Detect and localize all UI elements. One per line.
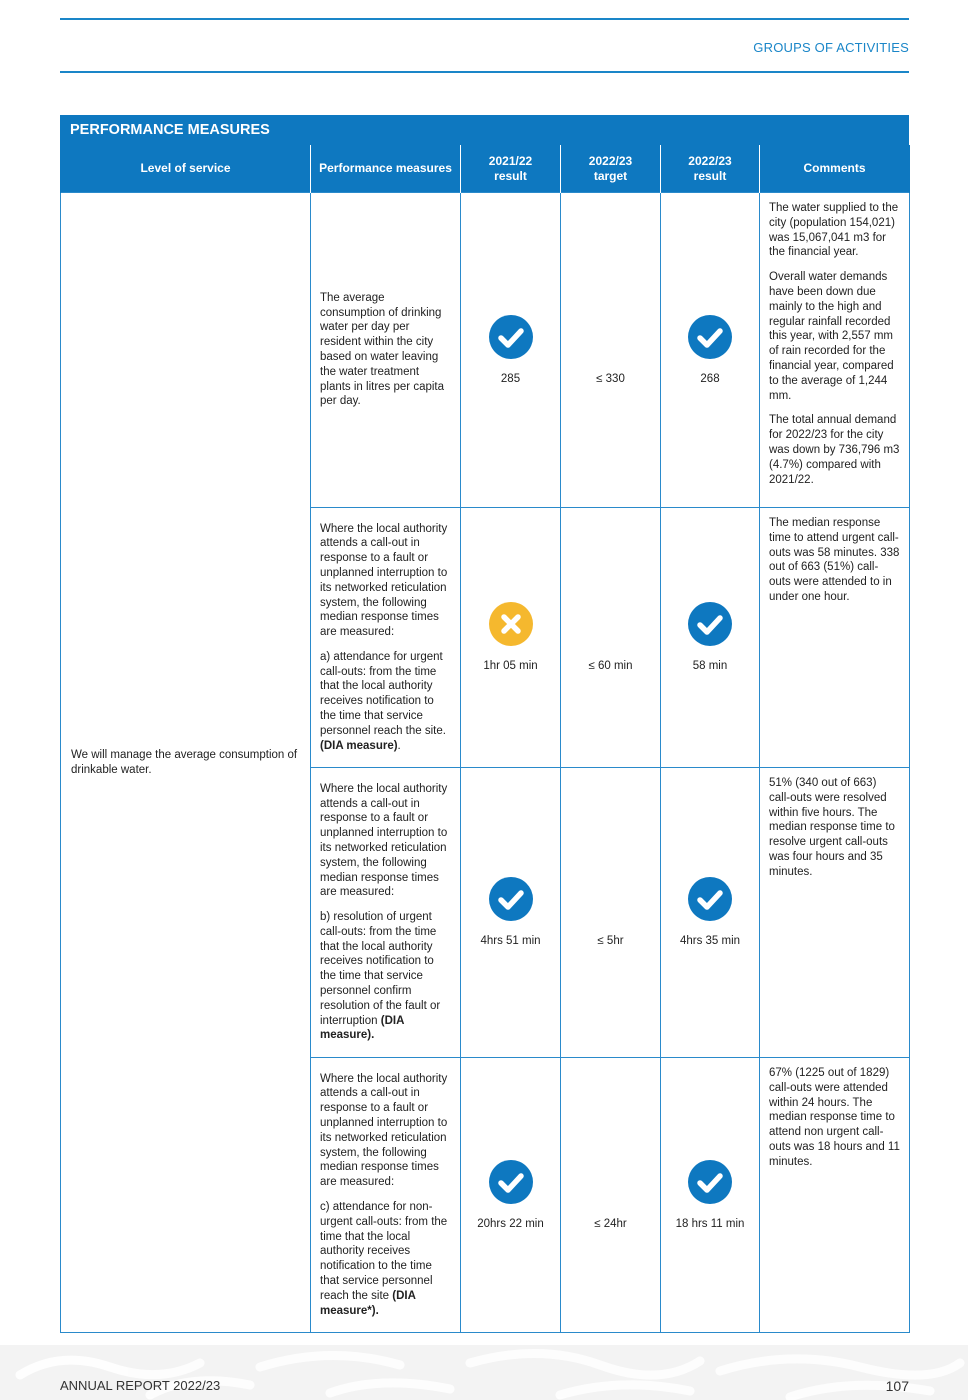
check-circle-icon xyxy=(687,601,733,647)
header-rule-top xyxy=(60,18,909,20)
target-2022-23-value: ≤ 60 min xyxy=(588,660,633,673)
performance-measure-cell xyxy=(311,1058,461,1333)
comments-cell xyxy=(760,508,910,768)
page-number: 107 xyxy=(885,1378,909,1394)
comment-paragraph: The median response time to attend urgent call-outs was 58 minutes. 338 out of 663 (51%) call-outs were attended to in under one hour. xyxy=(769,517,900,603)
table-row xyxy=(61,193,910,508)
check-circle-icon xyxy=(488,1159,534,1205)
result-2021-22-value: 4hrs 51 min xyxy=(480,935,541,948)
measure-detail-text: c) attendance for non-urgent call-outs: from the time that the local authority receives notification to the time that service personnel reach the site xyxy=(320,1201,448,1302)
measure-detail-tail: . xyxy=(397,739,401,752)
check-circle-icon xyxy=(488,876,534,922)
col-header-performance-measures: Performance measures xyxy=(311,145,461,193)
performance-measure-cell xyxy=(311,193,461,508)
result-2021-22-cell xyxy=(461,508,561,768)
performance-measure-cell xyxy=(311,508,461,768)
table-header-row xyxy=(61,145,910,193)
result-2021-22-cell xyxy=(461,1058,561,1333)
result-2022-23-value: 18 hrs 11 min xyxy=(675,1217,745,1230)
target-2022-23-cell xyxy=(561,508,661,768)
result-2022-23-value: 268 xyxy=(700,372,720,385)
performance-measure-cell xyxy=(311,768,461,1058)
result-2021-22-cell xyxy=(461,193,561,508)
result-2022-23-cell xyxy=(661,508,760,768)
level-of-service-cell xyxy=(61,193,311,1333)
measure-detail-text: b) resolution of urgent call-outs: from the time that the local authority receives notification to the time that service personnel confirm resolution of the fault or interruption xyxy=(320,911,441,1027)
result-2022-23-cell xyxy=(661,193,760,508)
dia-measure-label: (DIA measure). xyxy=(320,1014,404,1042)
header-rule-bottom xyxy=(60,71,909,73)
result-2021-22-cell xyxy=(461,768,561,1058)
check-circle-icon xyxy=(488,314,534,360)
result-2021-22-value: 285 xyxy=(500,372,521,385)
result-2022-23-value: 58 min xyxy=(692,660,728,673)
footer-report-title: ANNUAL REPORT 2022/23 xyxy=(60,1378,221,1393)
measure-intro: Where the local authority attends a call-out in response to a fault or unplanned interruption to its networked reticulation system, the following median response times are measured: xyxy=(320,782,448,899)
result-2022-23-cell xyxy=(661,768,760,1058)
cross-circle-icon xyxy=(488,601,534,647)
target-2022-23-value: ≤ 5hr xyxy=(597,935,624,948)
measure-detail xyxy=(320,1200,451,1318)
table-banner: PERFORMANCE MEASURES xyxy=(60,115,909,145)
comment-paragraph: 67% (1225 out of 1829) call-outs were attended within 24 hours. The median response time to attend non urgent call-outs was 18 hours and 11 minutes. xyxy=(769,1067,900,1168)
target-2022-23-cell xyxy=(561,1058,661,1333)
comment-paragraph: Overall water demands have been down due mainly to the high and regular rainfall recorded this year, with 2,557 mm of rain recorded for the financial year, compared to the average of 1,244 mm. xyxy=(769,271,894,402)
check-circle-icon xyxy=(687,1159,733,1205)
performance-table-container xyxy=(60,115,909,1333)
col-header-comments: Comments xyxy=(760,145,910,193)
target-2022-23-value: ≤ 330 xyxy=(596,372,625,385)
check-circle-icon xyxy=(687,876,733,922)
measure-intro: Where the local authority attends a call-out in response to a fault or unplanned interruption to its networked reticulation system, the following median response times are measured: xyxy=(320,1072,448,1189)
target-2022-23-cell xyxy=(561,768,661,1058)
comment-paragraph: The water supplied to the city (population 154,021) was 15,067,041 m3 for the financial year. xyxy=(769,202,899,259)
measure-intro: The average consumption of drinking water per day per resident within the city based on water leaving the water treatment plants in litres per capita per day. xyxy=(320,291,445,408)
col-header-level-of-service: Level of service xyxy=(61,145,311,193)
dia-measure-label: (DIA measure*). xyxy=(320,1289,416,1317)
comments-cell xyxy=(760,193,910,508)
target-2022-23-cell xyxy=(561,193,661,508)
result-2022-23-cell xyxy=(661,1058,760,1333)
result-2022-23-value: 4hrs 35 min xyxy=(679,935,741,948)
performance-table xyxy=(60,145,910,1333)
result-2021-22-value: 20hrs 22 min xyxy=(477,1217,544,1230)
level-of-service-text: We will manage the average consumption of drinkable water. xyxy=(71,748,298,776)
measure-intro: Where the local authority attends a call-out in response to a fault or unplanned interruption to its networked reticulation system, the following median response times are measured: xyxy=(320,522,448,639)
measure-detail xyxy=(320,910,451,1043)
result-2021-22-value: 1hr 05 min xyxy=(483,660,538,673)
col-header-2022-23-result: 2022/23 result xyxy=(661,145,760,193)
comment-paragraph: 51% (340 out of 663) call-outs were resolved within five hours. The median response time to resolve urgent call-outs was four hours and 35 minutes. xyxy=(769,777,895,878)
section-label: GROUPS OF ACTIVITIES xyxy=(753,40,909,55)
col-header-2021-22-result: 2021/22 result xyxy=(461,145,561,193)
check-circle-icon xyxy=(687,314,733,360)
target-2022-23-value: ≤ 24hr xyxy=(594,1217,627,1230)
measure-detail-text: a) attendance for urgent call-outs: from the time that the local authority receives notification to the time that service personnel reach the site. xyxy=(320,650,446,737)
comments-cell xyxy=(760,1058,910,1333)
comment-paragraph: The total annual demand for 2022/23 for the city was down by 736,796 m3 (4.7%) compared with 2021/22. xyxy=(769,414,900,486)
measure-detail xyxy=(320,650,451,754)
dia-measure-label: (DIA measure) xyxy=(320,739,398,752)
col-header-2022-23-target: 2022/23 target xyxy=(561,145,661,193)
comments-cell xyxy=(760,768,910,1058)
